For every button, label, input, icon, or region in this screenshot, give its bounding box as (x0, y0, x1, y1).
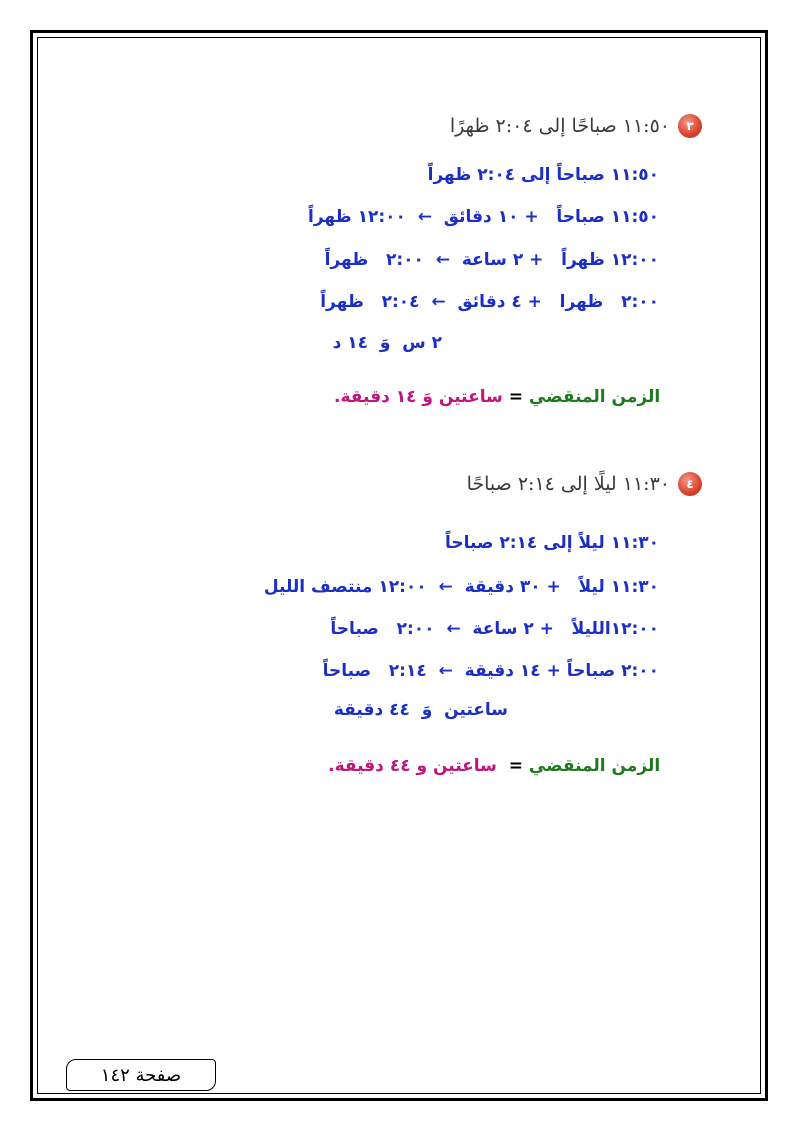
result-value: ساعتين وَ ١٤ دقيقة. (334, 387, 503, 407)
elapsed-time-result (328, 736, 672, 776)
solution-line: ٢:٠٠ ظهرا + ٤ دقائق ← ٢:٠٤ ظهراً (320, 292, 659, 312)
solution-line: ١١:٥٠ صباحاً إلى ٢:٠٤ ظهراً (427, 165, 659, 185)
problem-3 (450, 114, 702, 138)
solution-line: ١٢:٠٠الليلاً + ٢ ساعة ← ٢:٠٠ صباحاً (330, 619, 659, 639)
solution-summary: ساعتين وَ ٤٤ دقيقة (333, 700, 508, 720)
solution-line: ٢:٠٠ صباحاً + ١٤ دقيقة ← ٢:١٤ صباحاً (322, 661, 659, 681)
problem-statement: ١١:٣٠ ليلًا إلى ٢:١٤ صباحًا (466, 473, 670, 495)
problem-number-badge: ٣ (678, 114, 702, 138)
solution-line: ١١:٥٠ صباحاً + ١٠ دقائق ← ١٢:٠٠ ظهراً (308, 207, 659, 227)
result-equals: = (496, 756, 529, 776)
result-label: الزمن المنقضي (528, 387, 661, 407)
elapsed-time-result (334, 367, 672, 407)
page-number: صفحة ١٤٢ (66, 1059, 216, 1091)
result-value: ساعتين و ٤٤ دقيقة. (328, 756, 497, 776)
result-equals: = (502, 387, 529, 407)
result-label: الزمن المنقضي (528, 756, 661, 776)
solution-summary: ٢ س وَ ١٤ د (332, 333, 442, 353)
solution-line: ١١:٣٠ ليلاً + ٣٠ دقيقة ← ١٢:٠٠ منتصف الليل (263, 577, 659, 597)
solution-line: ١١:٣٠ ليلاً إلى ٢:١٤ صباحاً (445, 533, 659, 553)
problem-statement: ١١:٥٠ صباحًا إلى ٢:٠٤ ظهرًا (449, 115, 670, 137)
problem-number-badge: ٤ (678, 472, 702, 496)
problem-4 (467, 472, 702, 496)
page-border-inner (37, 37, 761, 1094)
solution-line: ١٢:٠٠ ظهراً + ٢ ساعة ← ٢:٠٠ ظهراً (324, 250, 659, 270)
